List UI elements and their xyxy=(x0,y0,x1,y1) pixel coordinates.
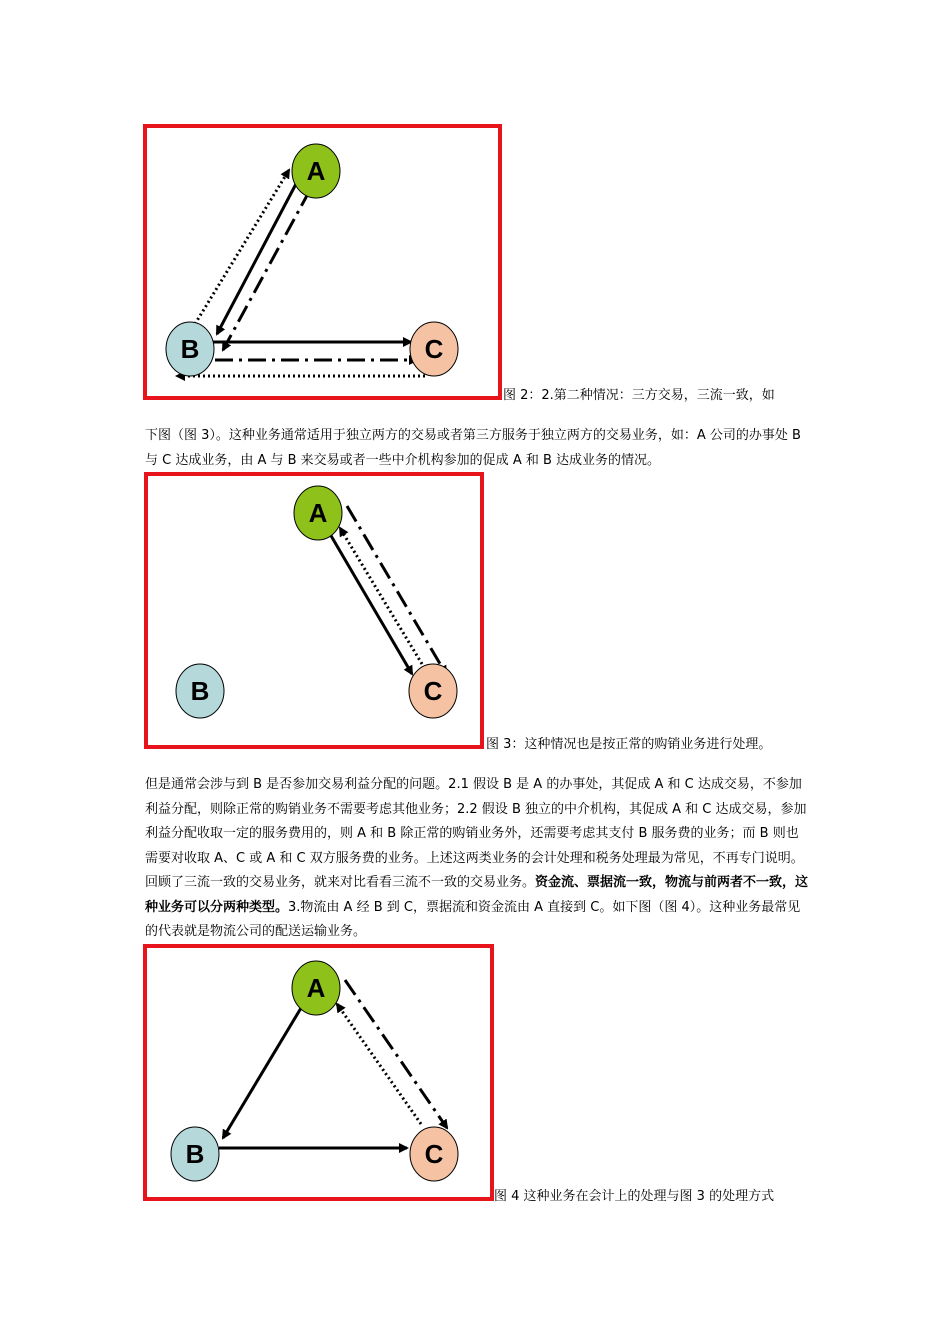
paragraph-2-text-a: 但是通常会涉与到 B 是否参加交易利益分配的问题。2.1 假设 B 是 A 的办事处，其促成 A 和 C 达成交易，不参加利益分配，则除正常的购销业务不需要考虑其他业务；2.2 假设 B 独立的中介机构，其促成 A 和 C 达成交易，参加利益分配收取一定的服务费用的，则 A 和 B 除正常的购销业务外，还需要考虑其支付 B 服务费的业务；而 B 则也需要对收取 A、C 或 A 和 C 双方服务费的业务。上述这两类业务的会计处理和税务处理最为常见，不再专门说明。回顾了三流一致的交易业务，就来对比看看三流不一致的交易业务。 xyxy=(145,777,807,890)
paragraph-2-bold: 资金流、票据流一致，物流与前两者不一致，这种业务可以分两种类型。 xyxy=(145,875,809,915)
caption-figure-3: 图 3：这种情况也是按正常的购销业务进行处理。 xyxy=(486,737,772,752)
svg-text:B: B xyxy=(190,676,210,706)
node-b xyxy=(171,1127,219,1181)
node-b xyxy=(166,322,214,376)
svg-text:C: C xyxy=(424,1139,444,1169)
svg-text:A: A xyxy=(306,973,326,1003)
node-a xyxy=(294,486,342,540)
svg-text:A: A xyxy=(306,156,326,186)
caption-figure-4: 图 4 这种业务在会计上的处理与图 3 的处理方式 xyxy=(494,1189,775,1204)
paragraph-2 xyxy=(145,773,810,945)
node-c xyxy=(410,1127,458,1181)
node-c xyxy=(410,322,458,376)
node-b xyxy=(176,664,224,718)
caption-figure-2: 图 2：2.第二种情况：三方交易，三流一致，如 xyxy=(503,388,775,403)
paragraph-1: 下图（图 3）。这种业务通常适用于独立两方的交易或者第三方服务于独立两方的交易业务，如：A 公司的办事处 B 与 C 达成业务，由 A 与 B 来交易或者一些中介机构参加的促成 A 和 B 达成业务的情况。 xyxy=(145,428,801,468)
svg-text:B: B xyxy=(180,334,200,364)
svg-text:C: C xyxy=(424,334,444,364)
svg-text:B: B xyxy=(185,1139,205,1169)
svg-text:C: C xyxy=(423,676,443,706)
figure-4 xyxy=(143,944,495,1202)
node-c xyxy=(409,664,457,718)
figure-3 xyxy=(144,472,486,750)
node-a xyxy=(292,144,340,198)
svg-text:A: A xyxy=(308,498,328,528)
paragraph-2-text-c: 3.物流由 A 经 B 到 C，票据流和资金流由 A 直接到 C。如下图（图 4）。这种业务最常见的代表就是物流公司的配送运输业务。 xyxy=(145,899,801,939)
node-a xyxy=(292,961,340,1015)
figure-2 xyxy=(143,124,503,401)
